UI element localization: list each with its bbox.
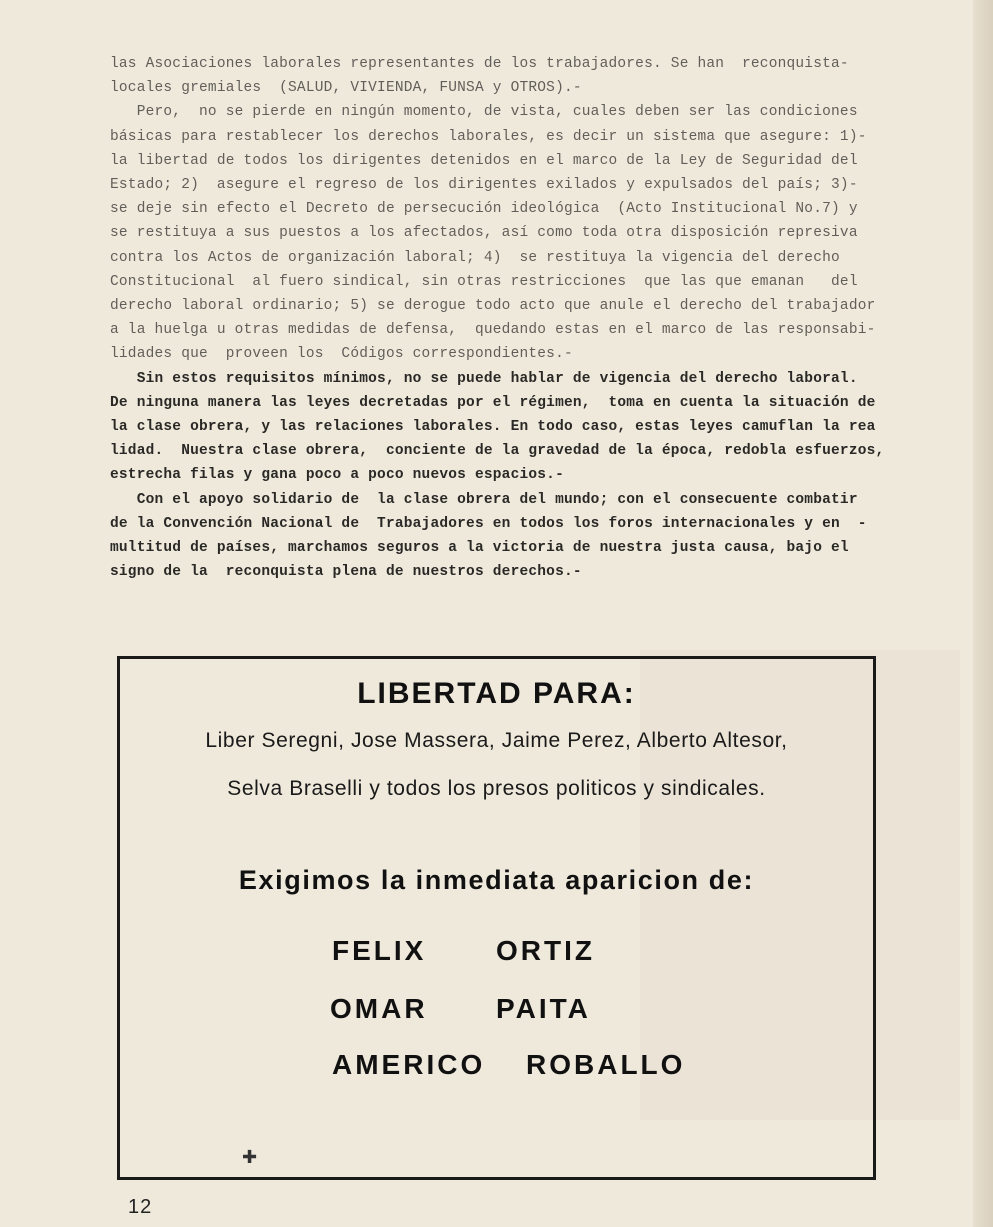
page-edge-shadow (973, 0, 993, 1227)
missing-person-row (120, 1049, 873, 1089)
text-line: lidad. Nuestra clase obrera, conciente de la gravedad de la época, redobla esfuerzos, (110, 443, 885, 460)
text-line: signo de la reconquista plena de nuestros derechos.- (110, 564, 582, 581)
typewritten-text (110, 52, 895, 584)
text-line: multitud de países, marchamos seguros a la victoria de nuestra justa causa, bajo el (110, 540, 849, 557)
demand-line: Exigimos la inmediata aparicion de: (238, 865, 755, 895)
text-line: derecho laboral ordinario; 5) se derogue todo acto que anule el derecho del trabajador (110, 298, 876, 315)
text-line: a la huelga u otras medidas de defensa, quedando estas en el marco de las responsabi- (110, 322, 876, 339)
text-line: Constitucional al fuero sindical, sin otras restricciones que las que emanan del (110, 273, 858, 290)
last-name: ROBALLO (526, 1049, 686, 1080)
text-line: se restituya a sus puestos a los afectados, así como toda otra disposición represiva (110, 225, 858, 242)
text-line: De ninguna manera las leyes decretadas por el régimen, toma en cuenta la situación de (110, 394, 876, 411)
text-line: la libertad de todos los dirigentes detenidos en el marco de la Ley de Seguridad del (110, 152, 858, 169)
last-name: ORTIZ (496, 935, 595, 966)
last-name: PAITA (496, 993, 591, 1024)
page-number: 12 (128, 1196, 153, 1218)
text-line: se deje sin efecto el Decreto de persecución ideológica (Acto Institucional No.7) y (110, 201, 858, 218)
text-line: Sin estos requisitos mínimos, no se puede hablar de vigencia del derecho laboral. (110, 370, 858, 387)
missing-person-row (120, 935, 873, 975)
prisoners-line-1: Liber Seregni, Jose Massera, Jaime Perez, Alberto Altesor, (205, 729, 788, 752)
prisoners-line-2: Selva Braselli y todos los presos politicos y sindicales. (227, 777, 766, 800)
ink-mark-icon: ✚ (242, 1147, 258, 1168)
liberty-demand-box (117, 656, 876, 1180)
first-name: AMERICO (332, 1049, 486, 1080)
text-line: estrecha filas y gana poco a poco nuevos espacios.- (110, 467, 564, 484)
text-line: la clase obrera, y las relaciones laborales. En todo caso, estas leyes camuflan la rea (110, 419, 876, 436)
text-line: básicas para restablecer los derechos laborales, es decir un sistema que asegure: 1)- (110, 128, 867, 145)
box-heading: LIBERTAD PARA: (357, 677, 636, 710)
missing-person-row (120, 993, 873, 1033)
text-line: de la Convención Nacional de Trabajadores en todos los foros internacionales y en - (110, 515, 867, 532)
text-line: las Asociaciones laborales representantes de los trabajadores. Se han reconquista- (110, 56, 849, 72)
text-line: lidades que proveen los Códigos correspondientes.- (110, 346, 573, 363)
first-name: FELIX (332, 935, 427, 966)
text-line: Con el apoyo solidario de la clase obrera del mundo; con el consecuente combatir (110, 491, 858, 508)
text-line: locales gremiales (SALUD, VIVIENDA, FUNSA y OTROS).- (110, 80, 582, 97)
text-line: Pero, no se pierde en ningún momento, de vista, cuales deben ser las condiciones (110, 104, 858, 121)
text-line: Estado; 2) asegure el regreso de los dirigentes exilados y expulsados del país; 3)- (110, 177, 858, 194)
first-name: OMAR (330, 993, 428, 1024)
text-line: contra los Actos de organización laboral; 4) se restituya la vigencia del derecho (110, 249, 840, 266)
